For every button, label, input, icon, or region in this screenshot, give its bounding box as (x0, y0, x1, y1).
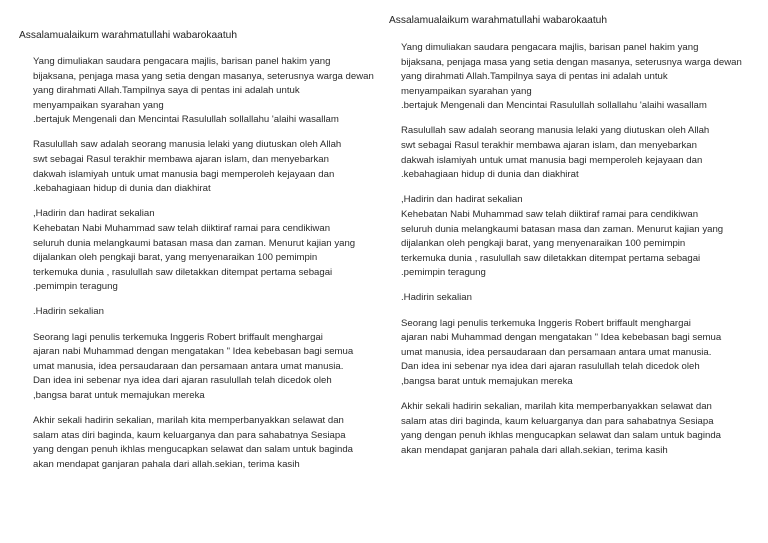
text-line: menyampaikan syarahan yang (401, 85, 532, 97)
text-line: Kehebatan Nabi Muhammad saw telah diiktiraf ramai para cendikiwan (401, 208, 699, 220)
page-heading: Assalamualaikum warahmatullahi wabarokaatuh (389, 15, 608, 26)
text-line: yang dengan penuh ikhlas mengucapkan selawat dan salam untuk baginda (33, 444, 354, 456)
paragraph-briffault (33, 331, 378, 404)
paragraph-greeting (401, 41, 761, 114)
text-line: ajaran nabi Muhammad dengan mengatakan " Idea kebebasan bagi semua (401, 332, 722, 344)
text-line: Akhir sekali hadirin sekalian, marilah kita memperbanyakkan selawat dan (33, 414, 344, 426)
text-line: Yang dimuliakan saudara pengacara majlis, barisan panel hakim yang (401, 42, 699, 53)
text-line: swt sebagai Rasul terakhir membawa ajaran islam, dan menyebarkan (33, 154, 329, 166)
text-line: dakwah islamiyah untuk umat manusia bagi memperoleh kejayaan dan (401, 154, 703, 166)
text-line: Dan idea ini sebenar nya idea dari ajaran rasulullah telah dicedok oleh (33, 375, 332, 387)
text-line: .pemimpin teragung (401, 267, 486, 279)
text-line: .kebahagiaan hidup di dunia dan diakhirat (401, 169, 579, 181)
text-line: ,bangsa barat untuk memajukan mereka (401, 375, 573, 387)
right-page (384, 0, 768, 543)
text-line: .pemimpin teragung (33, 281, 118, 293)
text-line: salam atas diri baginda, kaum keluarganya dan para sahabatnya Sesiapa (33, 429, 346, 441)
text-line: yang dirahmati Allah.Tampilnya saya di pentas ini adalah untuk (401, 71, 668, 83)
text-line: salam atas diri baginda, kaum keluarganya dan para sahabatnya Sesiapa (401, 415, 714, 427)
text-line: yang dirahmati Allah.Tampilnya saya di pentas ini adalah untuk (33, 85, 300, 97)
text-line: Dan idea ini sebenar nya idea dari ajaran rasulullah telah dicedok oleh (401, 361, 700, 373)
text-line: swt sebagai Rasul terakhir membawa ajaran islam, dan menyebarkan (401, 140, 697, 152)
page-heading: Assalamualaikum warahmatullahi wabarokaatuh (19, 30, 238, 41)
text-line: Kehebatan Nabi Muhammad saw telah diiktiraf ramai para cendikiwan (33, 222, 331, 234)
text-line: dijalankan oleh pengkaji barat, yang menyenaraikan 100 pemimpin (33, 252, 318, 264)
text-line: Rasulullah saw adalah seorang manusia lelaki yang diutuskan oleh Allah (401, 125, 710, 137)
text-line: seluruh dunia melangkaumi batasan masa dan zaman. Menurut kajian yang (401, 223, 724, 235)
text-line: .kebahagiaan hidup di dunia dan diakhirat (33, 183, 211, 195)
text-line: Seorang lagi penulis terkemuka Inggeris Robert briffault menghargai (33, 331, 323, 343)
paragraph-rasulullah (401, 124, 761, 182)
paragraph-kehebatan (33, 207, 378, 295)
paragraph-greeting (33, 55, 378, 128)
paragraph-closing (401, 400, 761, 458)
text-line: dakwah islamiyah untuk umat manusia bagi memperoleh kejayaan dan (33, 168, 335, 180)
text-line: bijaksana, penjaga masa yang setia dengan masanya, seterusnya warga dewan (401, 56, 742, 68)
text-line: Yang dimuliakan saudara pengacara majlis, barisan panel hakim yang (33, 56, 331, 67)
text-line: seluruh dunia melangkaumi batasan masa dan zaman. Menurut kajian yang (33, 237, 356, 249)
text-line: dijalankan oleh pengkaji barat, yang menyenaraikan 100 pemimpin (401, 238, 686, 250)
paragraph-closing (33, 414, 378, 472)
text-line: Akhir sekali hadirin sekalian, marilah kita memperbanyakkan selawat dan (401, 400, 712, 412)
paragraph-rasulullah (33, 138, 378, 196)
text-line: .Hadirin sekalian (401, 292, 472, 304)
text-line: ,Hadirin dan hadirat sekalian (401, 194, 523, 206)
text-line: ,bangsa barat untuk memajukan mereka (33, 389, 205, 401)
paragraph-hadirin (33, 305, 378, 320)
text-line: umat manusia, idea persaudaraan dan persamaan antara umat manusia. (33, 360, 344, 372)
text-line: ,Hadirin dan hadirat sekalian (33, 208, 155, 220)
paragraph-hadirin (401, 291, 761, 306)
text-line: bijaksana, penjaga masa yang setia dengan masanya, seterusnya warga dewan (33, 70, 374, 82)
text-line: Rasulullah saw adalah seorang manusia lelaki yang diutuskan oleh Allah (33, 139, 342, 151)
text-line: akan mendapat ganjaran pahala dari allah.sekian, terima kasih (33, 458, 300, 470)
text-line: .Hadirin sekalian (33, 306, 104, 318)
text-line: menyampaikan syarahan yang (33, 99, 164, 111)
text-line: terkemuka dunia , rasulullah saw diletakkan ditempat pertama sebagai (33, 266, 333, 278)
text-line: akan mendapat ganjaran pahala dari allah.sekian, terima kasih (401, 444, 668, 456)
text-line: umat manusia, idea persaudaraan dan persamaan antara umat manusia. (401, 346, 712, 358)
text-line: .bertajuk Mengenali dan Mencintai Rasulullah sollallahu 'alaihi wasallam (33, 114, 339, 126)
text-line: ajaran nabi Muhammad dengan mengatakan " Idea kebebasan bagi semua (33, 346, 354, 358)
paragraph-kehebatan (401, 193, 761, 281)
text-line: .bertajuk Mengenali dan Mencintai Rasulullah sollallahu 'alaihi wasallam (401, 100, 707, 112)
text-line: yang dengan penuh ikhlas mengucapkan selawat dan salam untuk baginda (401, 430, 722, 442)
paragraph-briffault (401, 317, 761, 390)
text-line: terkemuka dunia , rasulullah saw diletakkan ditempat pertama sebagai (401, 252, 701, 264)
text-line: Seorang lagi penulis terkemuka Inggeris Robert briffault menghargai (401, 317, 691, 329)
speech-body (401, 41, 761, 469)
speech-body (33, 55, 378, 483)
